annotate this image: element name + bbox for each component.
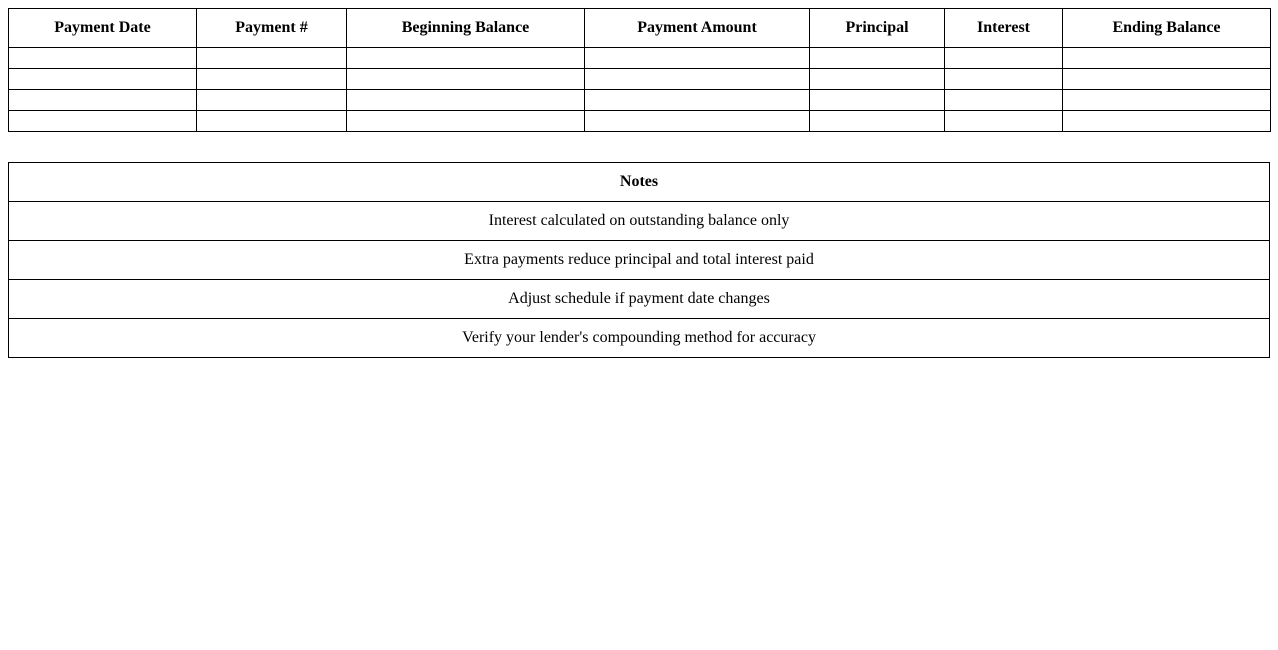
notes-row	[9, 280, 1270, 319]
table-cell[interactable]	[1063, 90, 1271, 111]
column-header-payment-date: Payment Date	[9, 9, 197, 48]
table-cell[interactable]	[585, 90, 810, 111]
notes-row	[9, 241, 1270, 280]
table-row	[9, 69, 1271, 90]
notes-row	[9, 202, 1270, 241]
payment-schedule-table	[8, 8, 1271, 132]
table-cell[interactable]	[810, 69, 945, 90]
table-cell[interactable]	[585, 69, 810, 90]
note-item: Adjust schedule if payment date changes	[9, 280, 1270, 319]
table-cell[interactable]	[810, 90, 945, 111]
table-cell[interactable]	[347, 90, 585, 111]
column-header-payment-number: Payment #	[197, 9, 347, 48]
table-cell[interactable]	[197, 48, 347, 69]
table-cell[interactable]	[347, 111, 585, 132]
table-cell[interactable]	[347, 69, 585, 90]
notes-table	[8, 162, 1270, 358]
table-cell[interactable]	[197, 69, 347, 90]
note-item: Verify your lender's compounding method for accuracy	[9, 319, 1270, 358]
column-header-interest: Interest	[945, 9, 1063, 48]
column-header-payment-amount: Payment Amount	[585, 9, 810, 48]
table-row	[9, 111, 1271, 132]
notes-header-row	[9, 163, 1270, 202]
table-cell[interactable]	[9, 90, 197, 111]
note-item: Extra payments reduce principal and total interest paid	[9, 241, 1270, 280]
column-header-ending-balance: Ending Balance	[1063, 9, 1271, 48]
table-cell[interactable]	[197, 90, 347, 111]
table-cell[interactable]	[585, 111, 810, 132]
table-cell[interactable]	[197, 111, 347, 132]
column-header-beginning-balance: Beginning Balance	[347, 9, 585, 48]
table-row	[9, 90, 1271, 111]
table-cell[interactable]	[1063, 111, 1271, 132]
table-cell[interactable]	[945, 48, 1063, 69]
table-cell[interactable]	[945, 111, 1063, 132]
table-cell[interactable]	[347, 48, 585, 69]
note-item: Interest calculated on outstanding balance only	[9, 202, 1270, 241]
notes-header: Notes	[9, 163, 1270, 202]
table-header-row	[9, 9, 1271, 48]
column-header-principal: Principal	[810, 9, 945, 48]
table-cell[interactable]	[1063, 48, 1271, 69]
table-cell[interactable]	[810, 48, 945, 69]
table-cell[interactable]	[585, 48, 810, 69]
table-cell[interactable]	[9, 111, 197, 132]
table-cell[interactable]	[9, 48, 197, 69]
table-cell[interactable]	[810, 111, 945, 132]
table-row	[9, 48, 1271, 69]
table-cell[interactable]	[1063, 69, 1271, 90]
table-cell[interactable]	[945, 69, 1063, 90]
notes-row	[9, 319, 1270, 358]
table-cell[interactable]	[9, 69, 197, 90]
table-cell[interactable]	[945, 90, 1063, 111]
